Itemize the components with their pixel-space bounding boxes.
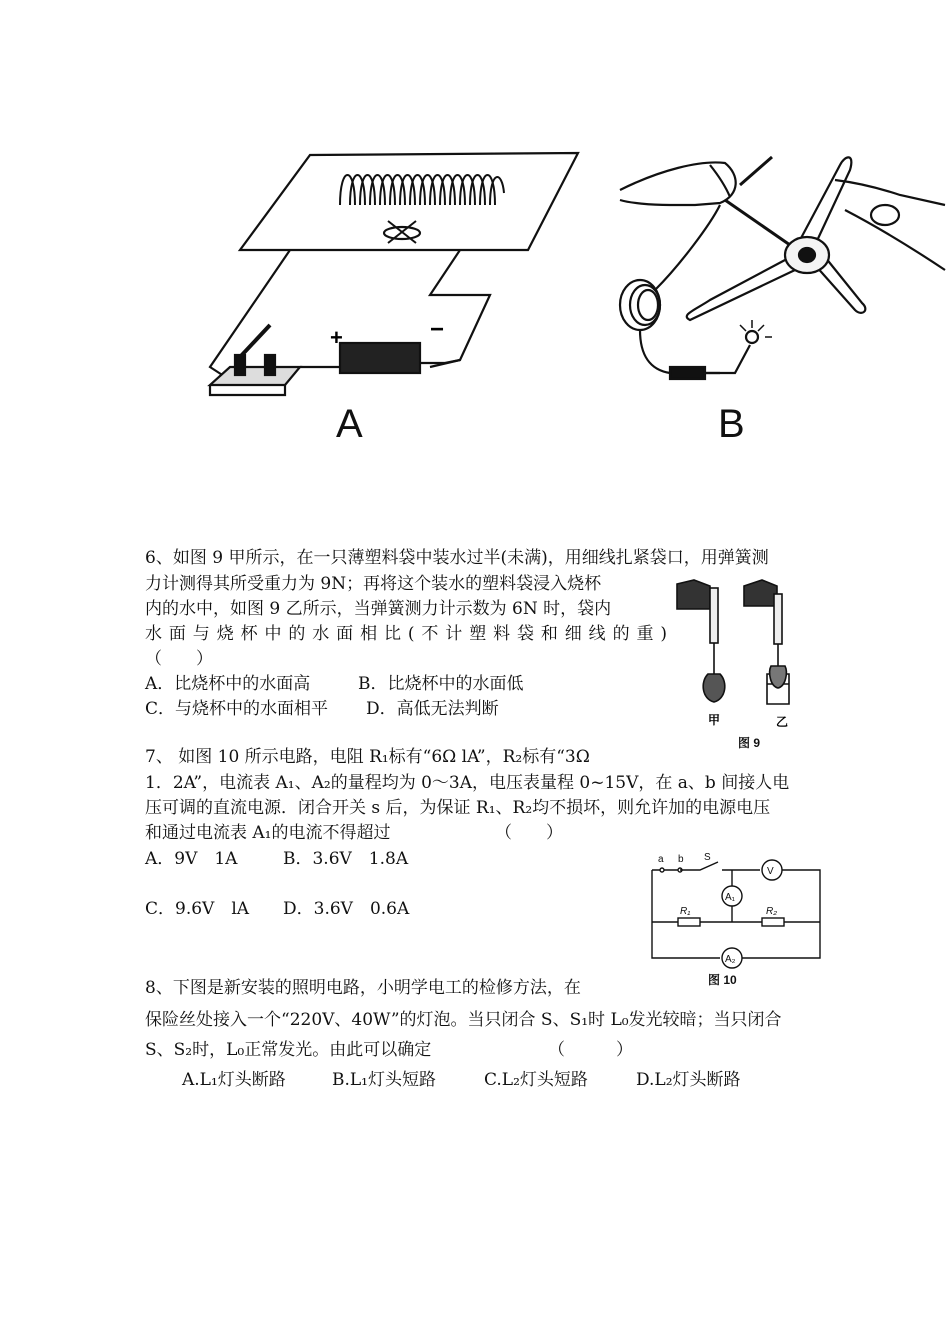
q7-option-b: B．3.6V 1.8A: [283, 849, 409, 869]
figure-10-terminal-a: a: [658, 854, 664, 865]
q6-line-4: 水面与烧杯中的水面相比(不计塑料袋和细线的重): [145, 624, 667, 644]
figure-b-fan-generator: [600, 145, 950, 405]
battery-minus-label: −: [430, 316, 445, 343]
q6-line-3: 内的水中，如图 9 乙所示，当弹簧测力计示数为 6N 时，袋内: [145, 599, 612, 619]
q7-line-1: 7、 如图 10 所示电路，电阻 R₁标有“6Ω lA”，R₂标有“3Ω: [145, 747, 590, 767]
q8-option-b: B.L₁灯头短路: [332, 1070, 437, 1090]
q7-answer-bracket: （ ）: [495, 823, 563, 843]
q8-option-d: D.L₂灯头断路: [636, 1070, 741, 1090]
q7-option-d: D．3.6V 0.6A: [283, 899, 410, 919]
figure-10-switch-label: S: [704, 852, 711, 863]
q6-line-1: 6、如图 9 甲所示，在一只薄塑料袋中装水过半(未满)，用细线扎紧袋口，用弹簧测: [145, 548, 769, 568]
figure-9-right-label: 乙: [776, 715, 789, 729]
q6-option-c: C．与烧杯中的水面相平: [145, 699, 329, 719]
q7-line-3: 压可调的直流电源．闭合开关 s 后，为保证 R₁、R₂均不损坏，则允许加的电源电压: [145, 798, 771, 818]
figure-10-voltmeter-label: V: [767, 866, 774, 877]
q6-option-a: A．比烧杯中的水面高: [145, 674, 311, 694]
q8-option-a: A.L₁灯头断路: [182, 1070, 286, 1090]
figure-10-ammeter1-label: A₁: [725, 892, 736, 903]
figure-a-circuit-board: [190, 145, 590, 465]
q8-line-1: 8、下图是新安装的照明电路，小明学电工的检修方法，在: [145, 978, 581, 998]
figure-10-ammeter2-label: A₂: [725, 954, 736, 965]
figure-9-caption: 图 9: [738, 736, 761, 750]
q6-line-2: 力计测得其所受重力为 9N；再将这个装水的塑料袋浸入烧杯: [145, 574, 602, 594]
figure-b-label: B: [718, 402, 745, 446]
q8-answer-bracket: （ ）: [548, 1040, 633, 1060]
figure-a-label: A: [336, 402, 363, 446]
q7-option-c: C．9.6V lA: [145, 899, 250, 919]
q7-option-a: A．9V 1A: [145, 849, 238, 869]
q7-line-2: 1．2A”，电流表 A₁、A₂的量程均为 0～3A，电压表量程 0~15V，在 a、b 间接人电: [145, 773, 790, 793]
battery-plus-label: +: [330, 325, 343, 350]
q8-line-3: S、S₂时，L₀正常发光。由此可以确定: [145, 1040, 432, 1060]
figure-10-r2-label: R₂: [766, 906, 778, 917]
q6-option-b: B．比烧杯中的水面低: [358, 674, 524, 694]
figure-9-spring-scales: [672, 574, 807, 734]
figure-10-caption: 图 10: [708, 973, 737, 987]
q6-line-5: （ ）: [145, 649, 213, 669]
q6-option-d: D．高低无法判断: [366, 699, 499, 719]
q8-line-2: 保险丝处接入一个“220V、40W”的灯泡。当只闭合 S、S₁时 L₀发光较暗；当只闭合: [145, 1010, 782, 1030]
q8-option-c: C.L₂灯头短路: [484, 1070, 588, 1090]
figure-9-left-label: 甲: [708, 713, 721, 727]
figure-10-terminal-b: b: [678, 854, 684, 865]
figure-10-r1-label: R₁: [680, 906, 691, 917]
q7-line-4: 和通过电流表 A₁的电流不得超过: [145, 823, 391, 843]
figure-10-circuit: [640, 848, 830, 973]
